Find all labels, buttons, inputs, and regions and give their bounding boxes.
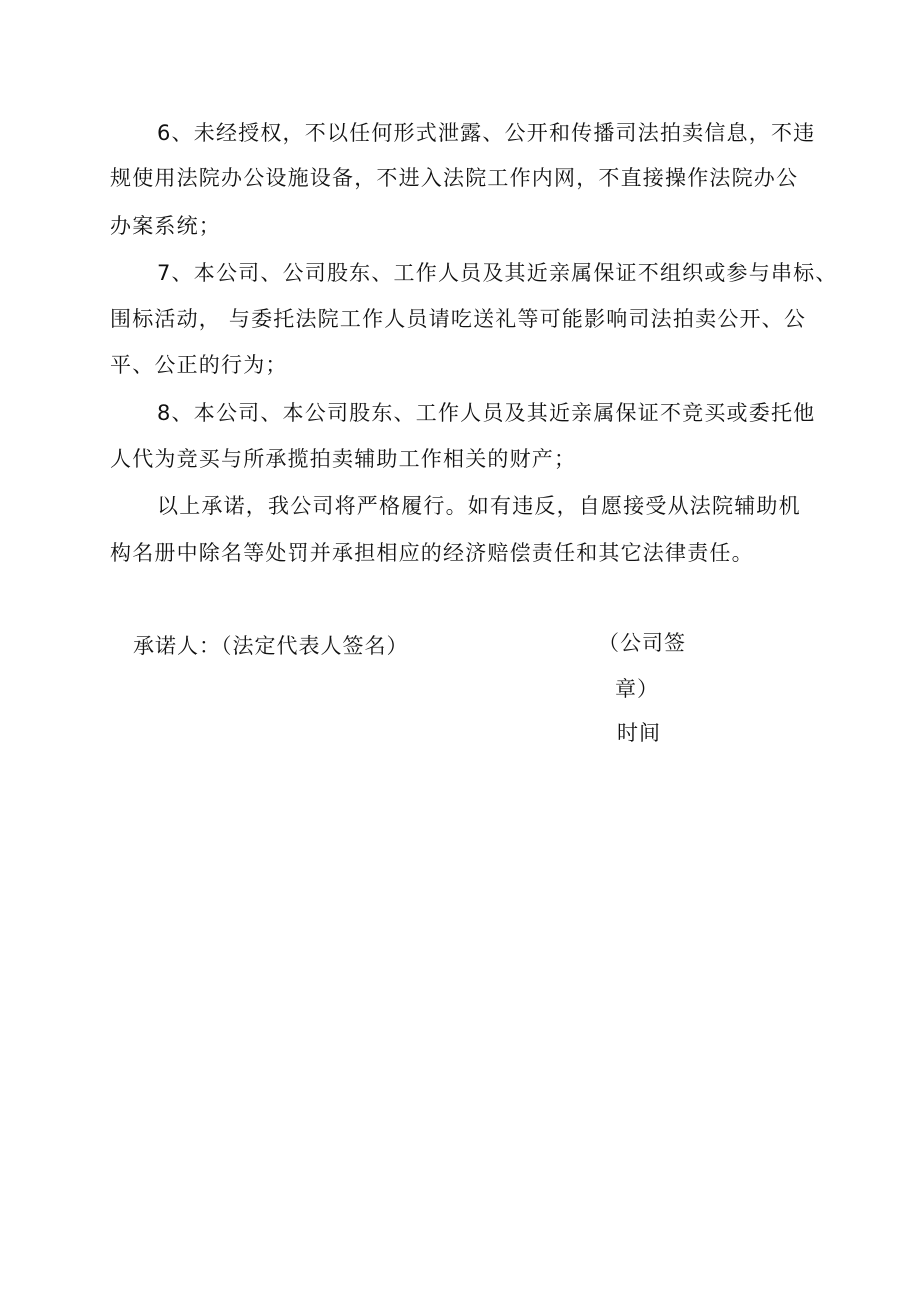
item-8-line-1: 8、本公司、本公司股东、工作人员及其近亲属保证不竞买或委托他 [157, 401, 816, 425]
conclusion-line-2: 构名册中除名等处罚并承担相应的经济赔偿责任和其它法律责任。 [110, 541, 754, 565]
time-label: 时间 [617, 721, 661, 745]
item-8-line-2: 人代为竞买与所承揽拍卖辅助工作相关的财产； [110, 447, 577, 471]
conclusion-line-1: 以上承诺，我公司将严格履行。如有违反，自愿接受从法院辅助机 [157, 494, 801, 518]
item-6-line-1: 6、未经授权，不以任何形式泄露、公开和传播司法拍卖信息，不违 [157, 121, 816, 145]
company-seal-label-line-1: （公司签 [598, 631, 686, 655]
promisor-label: 承诺人：（法定代表人签名） [133, 634, 409, 658]
company-seal-label-line-2: 章） [615, 677, 659, 701]
item-6-line-3: 办案系统； [110, 214, 221, 238]
item-6-line-2: 规使用法院办公设施设备，不进入法院工作内网，不直接操作法院办公 [110, 166, 799, 190]
item-7-line-3: 平、公正的行为； [110, 353, 288, 377]
item-7-line-1: 7、本公司、公司股东、工作人员及其近亲属保证不组织或参与串标、 [157, 261, 838, 285]
item-7-line-2: 围标活动， 与委托法院工作人员请吃送礼等可能影响司法拍卖公开、公 [110, 307, 807, 331]
